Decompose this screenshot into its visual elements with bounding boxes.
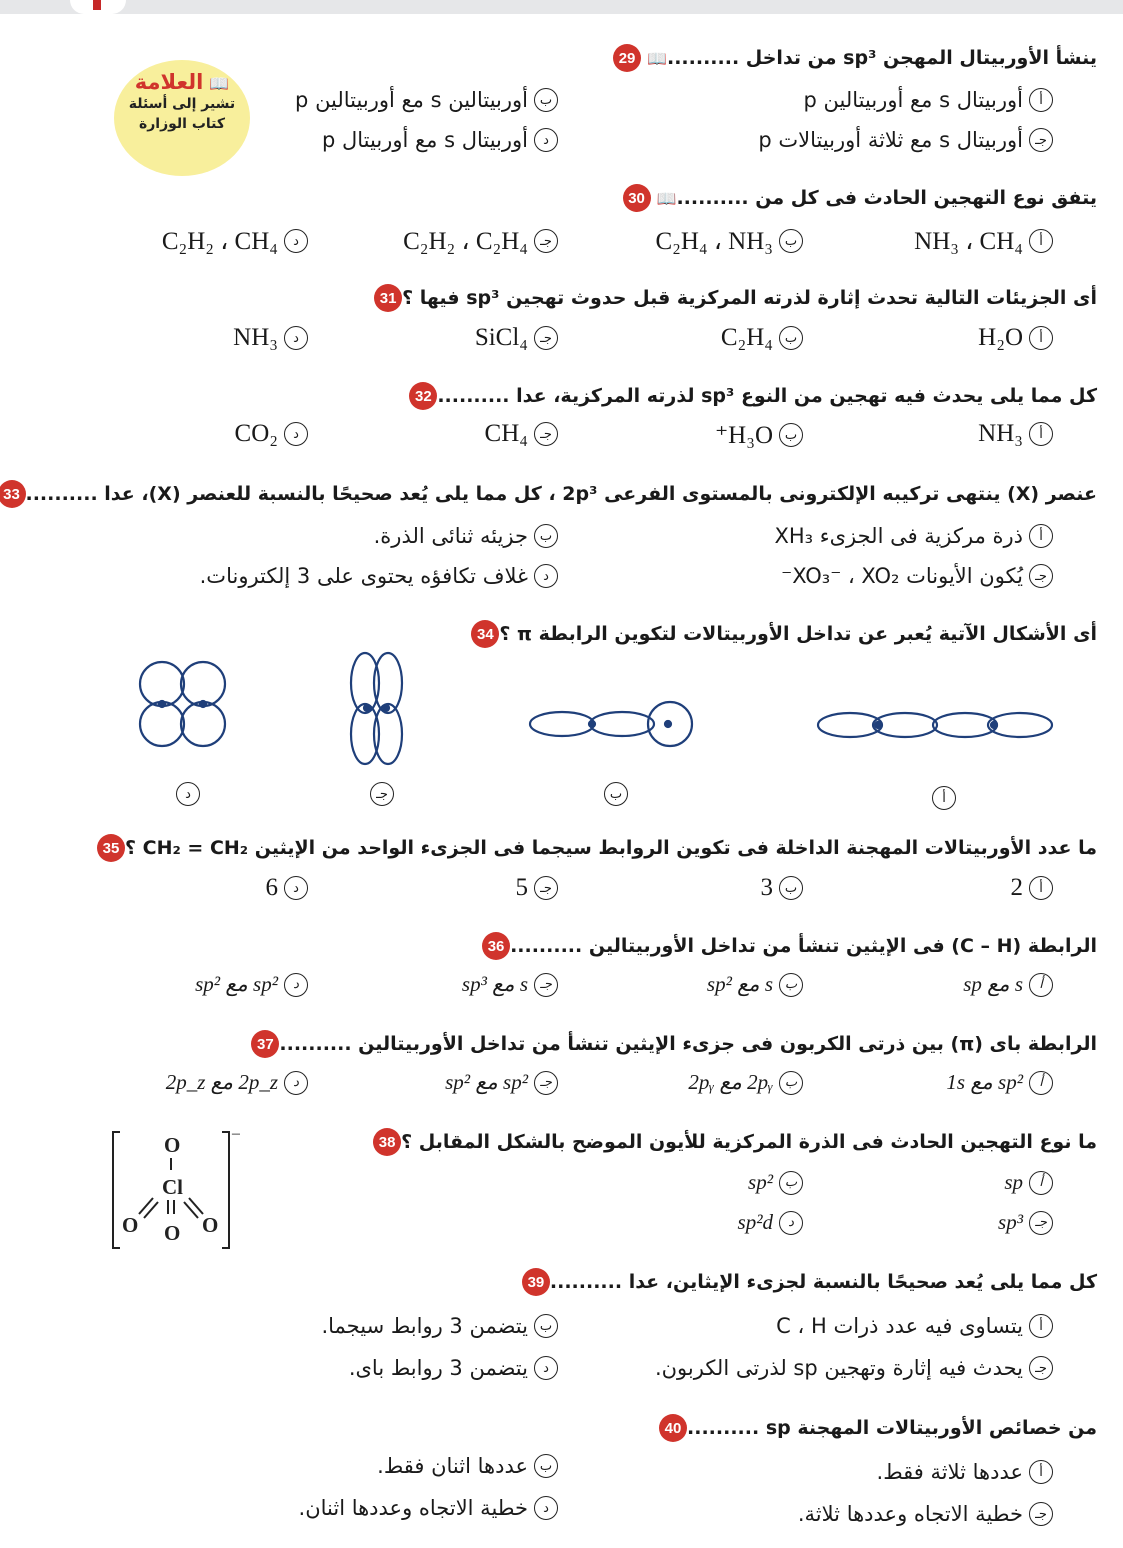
option-c[interactable]: [758, 128, 1053, 152]
option-letter: ب: [779, 423, 803, 447]
question-number: 30: [623, 184, 651, 212]
option-letter: جـ: [1029, 128, 1053, 152]
option-b[interactable]: [721, 324, 803, 352]
option-letter: أ: [1029, 422, 1053, 446]
option-letter: جـ: [534, 1071, 558, 1095]
question-number: 31: [374, 284, 402, 312]
option-letter: ب: [779, 876, 803, 900]
option-d[interactable]: [233, 324, 308, 352]
question-32: [401, 382, 1097, 410]
option-a[interactable]: [776, 1314, 1053, 1338]
option-label: sp³: [998, 1210, 1023, 1234]
question-text: أى الجزيئات التالية تحدث إثارة لذرته المركزية قبل حدوث تهجين sp³ فيها ؟: [402, 287, 1097, 309]
question-number: 34: [471, 620, 499, 648]
option-d[interactable]: [299, 1496, 558, 1520]
option-letter: ب: [779, 1171, 803, 1195]
option-label: أوربيتال s مع أوربيتال p: [321, 128, 528, 152]
option-label: s مع sp: [963, 972, 1023, 996]
option-c[interactable]: [445, 1070, 558, 1095]
option-label: CO₂: [234, 420, 278, 447]
badge-line1: تشير إلى أسئلة: [128, 96, 236, 112]
option-label: يتساوى فيه عدد ذرات C ، H: [776, 1314, 1023, 1338]
orbital-diagram-c: [351, 653, 402, 764]
orbital-diagram-a: [818, 713, 1052, 737]
option-a[interactable]: [804, 88, 1053, 112]
option-label: أوربيتال s مع أوربيتالين p: [803, 88, 1023, 112]
book-icon: 📖: [656, 188, 677, 208]
option-b[interactable]: [715, 420, 803, 450]
question-text: أى الأشكال الآتية يُعبر عن تداخل الأوربيتالات لتكوين الرابطة π ؟: [499, 623, 1097, 645]
question-number: 33: [0, 480, 26, 508]
badge-line2: كتاب الوزارة: [138, 116, 226, 132]
option-letter: جـ: [1029, 1356, 1053, 1380]
option-label: جزيئه ثنائى الذرة.: [373, 524, 528, 548]
option-letter: ب: [534, 1314, 558, 1338]
option-letter: د: [284, 876, 308, 900]
option-c[interactable]: [485, 420, 558, 448]
option-letter: جـ: [370, 782, 394, 806]
option-letter: ب: [779, 326, 803, 350]
option-label: sp² مع 1s: [946, 1070, 1023, 1094]
question-37: [243, 1030, 1097, 1058]
question-38: [365, 1128, 1097, 1156]
option-letter: أ: [1029, 973, 1053, 997]
question-35: [89, 834, 1097, 862]
option-b[interactable]: [295, 88, 558, 112]
option-a[interactable]: [914, 226, 1053, 256]
question-number: 38: [373, 1128, 401, 1156]
option-letter: جـ: [1029, 1211, 1053, 1235]
option-b[interactable]: [374, 524, 558, 548]
option-b[interactable]: [707, 972, 803, 997]
option-label: s مع sp³: [461, 972, 528, 996]
chlorate-structure: [110, 1128, 240, 1252]
option-label: NH₃: [978, 420, 1023, 447]
option-label: C₂H₂ ، C₂H₄: [403, 228, 528, 255]
option-label: C₂H₄ ، NH₃: [655, 228, 773, 255]
option-label: SiCl₄: [474, 324, 528, 351]
atom-o-right: O: [202, 1213, 219, 1237]
option-label: أوربيتالين s مع أوربيتالين p: [295, 88, 528, 112]
option-letter: جـ: [534, 326, 558, 350]
option-a[interactable]: [978, 324, 1053, 352]
option-d[interactable]: [738, 1210, 803, 1235]
option-label: NH₃ ، CH₄: [914, 228, 1023, 255]
question-number: 35: [97, 834, 125, 862]
orbital-diagram-d: [140, 662, 225, 746]
atom-o-top: O: [164, 1133, 181, 1157]
option-c[interactable]: [798, 1502, 1053, 1526]
question-40: [651, 1414, 1097, 1442]
question-31: [366, 284, 1097, 312]
option-letter: جـ: [534, 229, 558, 253]
option-d[interactable]: [166, 1070, 308, 1095]
option-letter: د: [284, 326, 308, 350]
question-text: ما نوع التهجين الحادث فى الذرة المركزية للأيون الموضح بالشكل المقابل ؟: [401, 1131, 1097, 1153]
option-letter: أ: [1029, 1460, 1053, 1484]
question-text: ما عدد الأوربيتالات المهجنة الداخلة فى تكوين الروابط سيجما فى الجزىء الواحد من الإيثين CH₂ = CH₂ ؟: [125, 837, 1097, 859]
option-label: C₂H₂ ، CH₄: [161, 228, 278, 255]
option-letter: د: [534, 128, 558, 152]
option-label: عددها ثلاثة فقط.: [876, 1460, 1023, 1484]
option-label: أوربيتال s مع ثلاثة أوربيتالات p: [758, 128, 1023, 152]
question-text: من خصائص الأوربيتالات المهجنة sp ..........: [687, 1417, 1097, 1439]
option-letter: جـ: [1029, 564, 1053, 588]
option-a[interactable]: [1004, 1170, 1053, 1195]
option-b[interactable]: [688, 1070, 803, 1095]
question-text: عنصر (X) ينتهى تركيبه الإلكترونى بالمستوى الفرعى 2p³ ، كل مما يلى يُعد صحيحًا بالنسبة للعنصر (X)، عدا ..........: [25, 483, 1097, 505]
option-a[interactable]: [926, 786, 956, 810]
orbital-diagram-b: [530, 702, 692, 746]
option-letter: ب: [534, 1454, 558, 1478]
option-label: sp: [1004, 1170, 1023, 1194]
option-d[interactable]: [162, 226, 308, 256]
option-a[interactable]: [877, 1460, 1053, 1484]
option-letter: د: [284, 1071, 308, 1095]
option-b[interactable]: [655, 226, 803, 256]
question-number: 36: [482, 932, 510, 960]
option-b[interactable]: [748, 1170, 803, 1195]
option-label: عددها اثنان فقط.: [377, 1454, 528, 1478]
option-d[interactable]: [200, 564, 558, 588]
legend-badge: [114, 60, 250, 176]
option-letter: د: [534, 564, 558, 588]
badge-title: العلامة: [134, 70, 204, 94]
option-label: يتضمن 3 روابط سيجما.: [321, 1314, 528, 1338]
option-b[interactable]: [761, 874, 804, 902]
question-33: [0, 480, 1097, 508]
option-a[interactable]: [963, 972, 1053, 997]
question-number: 40: [659, 1414, 687, 1442]
option-letter: أ: [1029, 1314, 1053, 1338]
option-label: خطية الاتجاه وعددها ثلاثة.: [797, 1502, 1023, 1526]
option-letter: ب: [779, 1071, 803, 1095]
option-c[interactable]: [364, 782, 394, 806]
option-b[interactable]: [598, 782, 628, 806]
option-d[interactable]: [349, 1356, 558, 1380]
question-text: الرابطة باى (π) بين ذرتى الكربون فى جزىء الإيثين تنشأ من تداخل الأوربيتالين ..........: [279, 1033, 1097, 1055]
option-c[interactable]: [655, 1356, 1053, 1380]
option-label: sp² مع sp²: [195, 972, 278, 996]
option-letter: أ: [1029, 326, 1053, 350]
option-label: 5: [515, 874, 528, 901]
option-letter: د: [779, 1211, 803, 1235]
option-letter: د: [284, 973, 308, 997]
option-letter: أ: [1029, 876, 1053, 900]
option-letter: أ: [1029, 1071, 1053, 1095]
option-c[interactable]: [475, 324, 558, 352]
option-letter: د: [534, 1356, 558, 1380]
book-icon: 📖: [647, 48, 667, 68]
option-letter: جـ: [534, 876, 558, 900]
option-label: sp²d: [737, 1210, 773, 1234]
option-letter: د: [176, 782, 200, 806]
option-label: CH₄: [484, 420, 528, 447]
question-text: كل مما يلى يحدث فيه تهجين من النوع sp³ لذرته المركزية، عدا ..........: [437, 385, 1097, 407]
option-label: غلاف تكافؤه يحتوى على 3 إلكترونات.: [199, 564, 528, 588]
question-text: يتفق نوع التهجين الحادث فى كل من ..........: [676, 187, 1097, 209]
question-text: كل مما يلى يُعد صحيحًا بالنسبة لجزىء الإيثاين، عدا ..........: [549, 1271, 1097, 1293]
option-letter: أ: [1029, 524, 1053, 548]
option-letter: جـ: [1029, 1502, 1053, 1526]
option-label: 2: [1010, 874, 1023, 901]
option-label: s مع sp²: [706, 972, 773, 996]
option-b[interactable]: [321, 1314, 558, 1338]
option-label: H₂O: [978, 324, 1023, 351]
option-label: sp² مع sp²: [445, 1070, 528, 1094]
question-number: 32: [409, 382, 437, 410]
question-number: 39: [522, 1268, 550, 1296]
option-label: يُكون الأيونات XO₃⁻ ، XO₂⁻: [781, 564, 1023, 588]
option-d[interactable]: [322, 128, 558, 152]
option-label: NH₃: [233, 324, 278, 351]
option-label: sp²: [748, 1170, 773, 1194]
option-label: 2p_z مع 2p_z: [165, 1070, 278, 1094]
question-text: ينشأ الأوربيتال المهجن sp³ من تداخل ..........: [666, 47, 1097, 69]
option-letter: أ: [1029, 88, 1053, 112]
option-label: خطية الاتجاه وعددها اثنان.: [298, 1496, 528, 1520]
option-label: 3: [760, 874, 773, 901]
option-label: يحدث فيه إثارة وتهجين sp لذرتى الكربون.: [654, 1356, 1023, 1380]
option-letter: جـ: [534, 422, 558, 446]
question-number: 37: [251, 1030, 279, 1058]
option-label: يتضمن 3 روابط باى.: [348, 1356, 528, 1380]
question-number: 29: [613, 44, 641, 72]
option-c[interactable]: [781, 564, 1053, 588]
option-label: ذرة مركزية فى الجزىء XH₃: [774, 524, 1023, 548]
option-d[interactable]: [235, 420, 308, 448]
atom-o-bottom: O: [164, 1221, 181, 1245]
option-letter: أ: [932, 786, 956, 810]
option-c[interactable]: [403, 226, 558, 256]
option-a[interactable]: [774, 524, 1053, 548]
option-label: H₃O⁺: [714, 422, 773, 449]
option-letter: جـ: [534, 973, 558, 997]
option-letter: د: [534, 1496, 558, 1520]
option-letter: ب: [779, 973, 803, 997]
question-36: [474, 932, 1097, 960]
option-label: C₂H₄: [720, 324, 773, 351]
option-a[interactable]: [1011, 874, 1054, 902]
book-icon: 📖: [209, 74, 230, 93]
option-c[interactable]: [462, 972, 558, 997]
question-39: [514, 1268, 1097, 1296]
option-letter: أ: [1029, 1171, 1053, 1195]
option-d[interactable]: [266, 874, 309, 902]
option-label: 2pᵧ مع 2pᵧ: [688, 1070, 773, 1094]
option-letter: ب: [534, 88, 558, 112]
option-b[interactable]: [377, 1454, 558, 1478]
option-c[interactable]: [998, 1210, 1053, 1235]
option-letter: د: [284, 422, 308, 446]
atom-o-left: O: [122, 1213, 139, 1237]
charge-label: –: [232, 1128, 240, 1142]
option-a[interactable]: [946, 1070, 1053, 1095]
question-30: [615, 184, 1097, 212]
option-letter: أ: [1029, 229, 1053, 253]
atom-cl: Cl: [162, 1175, 183, 1199]
option-d[interactable]: [195, 972, 308, 997]
top-band: [0, 0, 1123, 14]
option-c[interactable]: [516, 874, 559, 902]
option-letter: د: [284, 229, 308, 253]
page-tab-marker: [93, 0, 101, 10]
option-d[interactable]: [170, 782, 200, 806]
option-letter: ب: [779, 229, 803, 253]
option-a[interactable]: [978, 420, 1053, 448]
question-29: [605, 44, 1097, 72]
option-letter: ب: [534, 524, 558, 548]
question-text: الرابطة (C – H) فى الإيثين تنشأ من تداخل الأوربيتالين ..........: [510, 935, 1097, 957]
option-label: 6: [265, 874, 278, 901]
option-letter: ب: [604, 782, 628, 806]
